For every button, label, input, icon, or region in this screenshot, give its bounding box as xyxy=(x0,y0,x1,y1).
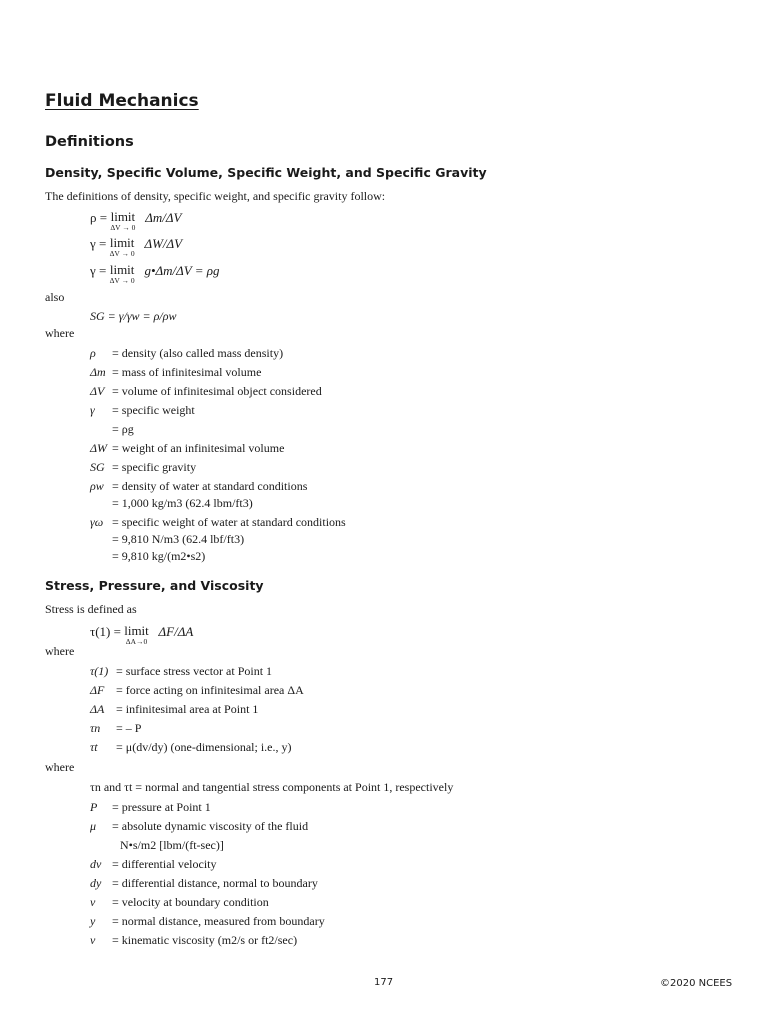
definition-symbol: SG xyxy=(90,460,105,474)
definition-symbol: ΔA xyxy=(90,702,105,716)
intro-text: The definitions of density, specific weight, and specific gravity follow: xyxy=(45,189,386,203)
definition-text: = differential distance, normal to boundary xyxy=(112,876,318,890)
definition-text: = mass of infinitesimal volume xyxy=(112,365,262,379)
also-text: also xyxy=(45,290,65,304)
definition-symbol: ρw xyxy=(90,479,104,493)
definition-symbol: Δm xyxy=(90,365,106,379)
definition-symbol: y xyxy=(90,914,96,928)
definition-symbol: τt xyxy=(90,740,98,754)
definition-symbol: ΔF xyxy=(90,683,105,697)
definition-symbol: γω xyxy=(90,515,104,529)
definition-text: = surface stress vector at Point 1 xyxy=(116,664,273,678)
page-number: 177 xyxy=(374,977,394,988)
definition-symbol: γ xyxy=(90,403,95,417)
definitions-list xyxy=(90,346,690,576)
definition-text: = weight of an infinitesimal volume xyxy=(112,441,285,455)
definition-text: = 1,000 kg/m3 (62.4 lbm/ft3) xyxy=(112,496,253,510)
definition-text: = density of water at standard conditions xyxy=(112,479,308,493)
equation-density: ρ = limit ΔV → 0 Δm/ΔV xyxy=(90,209,182,232)
definition-text: = ρg xyxy=(112,422,134,436)
where-text-2: where xyxy=(45,644,75,658)
viscosity-definitions-list xyxy=(90,800,690,950)
definition-text: N•s/m2 [lbm/(ft-sec)] xyxy=(120,838,224,852)
definition-text: = μ(dv/dy) (one-dimensional; i.e., y) xyxy=(116,740,292,754)
definition-text: = – P xyxy=(116,721,142,735)
equation-stress: τ(1) = limit ΔA→0 ΔF/ΔA xyxy=(90,623,194,646)
definition-symbol: ΔW xyxy=(90,441,108,455)
definition-symbol: τ(1) xyxy=(90,664,109,678)
definition-text: = pressure at Point 1 xyxy=(112,800,211,814)
where-text: where xyxy=(45,326,75,340)
stress-intro-text: Stress is defined as xyxy=(45,602,137,616)
equation-specific-weight-2: γ = limit ΔV → 0 g•Δm/ΔV = ρg xyxy=(90,262,220,285)
definition-text: = specific weight of water at standard conditions xyxy=(112,515,346,529)
definition-text: = velocity at boundary condition xyxy=(112,895,269,909)
definition-symbol: τn xyxy=(90,721,101,735)
definition-symbol: dv xyxy=(90,857,102,871)
page-title: Fluid Mechanics xyxy=(45,91,199,111)
where-text-3: where xyxy=(45,760,75,774)
definition-text: = kinematic viscosity (m2/s or ft2/sec) xyxy=(112,933,298,947)
definition-text: = differential velocity xyxy=(112,857,217,871)
definition-symbol: μ xyxy=(90,819,97,833)
definition-symbol: v xyxy=(90,895,96,909)
definition-text: = infinitesimal area at Point 1 xyxy=(116,702,259,716)
definition-text: = specific weight xyxy=(112,403,195,417)
specific-gravity-equation: SG = γ/γw = ρ/ρw xyxy=(90,309,177,323)
definition-text: = density (also called mass density) xyxy=(112,346,284,360)
definition-text: = 9,810 N/m3 (62.4 lbf/ft3) xyxy=(112,532,245,546)
equation-specific-weight: γ = limit ΔV → 0 ΔW/ΔV xyxy=(90,235,183,258)
subsection-heading: Density, Specific Volume, Specific Weight, and Specific Gravity xyxy=(45,165,487,180)
stress-components-text: τn and τt = normal and tangential stress components at Point 1, respectively xyxy=(90,780,454,794)
definition-text: = 9,810 kg/(m2•s2) xyxy=(112,549,206,563)
definition-symbol: ρ xyxy=(90,346,96,360)
definition-text: = normal distance, measured from boundary xyxy=(112,914,325,928)
copyright: ©2020 NCEES xyxy=(660,978,733,989)
definition-symbol: ν xyxy=(90,933,96,947)
definition-symbol: P xyxy=(90,800,98,814)
subsection-heading-stress: Stress, Pressure, and Viscosity xyxy=(45,578,264,593)
definition-symbol: ΔV xyxy=(90,384,105,398)
definition-text: = specific gravity xyxy=(112,460,197,474)
definition-text: = volume of infinitesimal object considered xyxy=(112,384,322,398)
definition-text: = absolute dynamic viscosity of the fluid xyxy=(112,819,309,833)
section-heading: Definitions xyxy=(45,134,134,150)
definition-symbol: dy xyxy=(90,876,102,890)
definition-text: = force acting on infinitesimal area ΔA xyxy=(116,683,304,697)
stress-definitions-list xyxy=(90,664,690,764)
